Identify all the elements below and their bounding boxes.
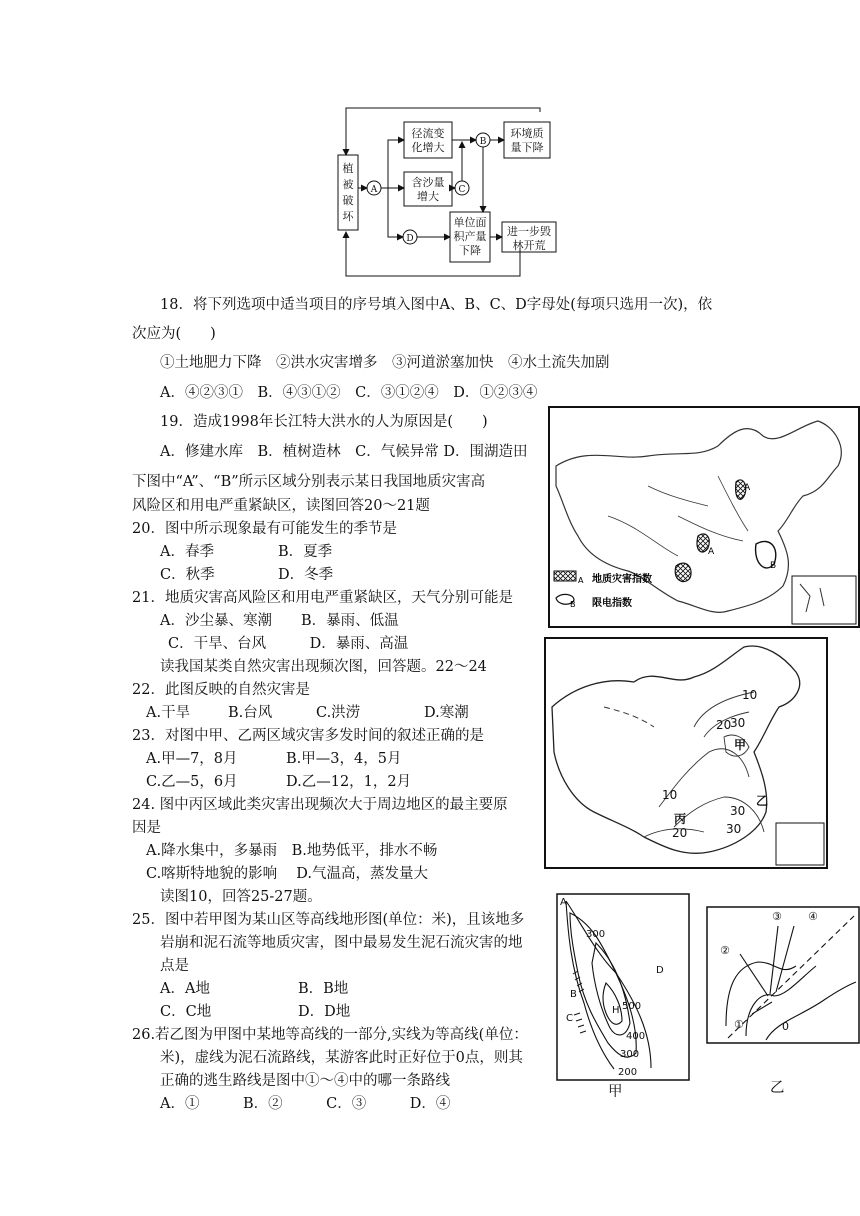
map1-label-b: B	[770, 561, 777, 571]
fc-sediment-1: 含沙量	[411, 176, 445, 189]
contour-label-h: H	[612, 1005, 620, 1016]
q25-option-b: B．B地	[298, 981, 349, 997]
fc-start-2: 被	[342, 178, 354, 191]
fc-d: D	[406, 234, 414, 244]
q21-stem: 21．地质灾害高风险区和用电严重紧缺区，天气分别可能是	[132, 590, 513, 606]
q25-option-d: D．D地	[298, 1004, 351, 1020]
q23-option-d: D.乙—12，1，2月	[286, 774, 412, 790]
q18-stem-1: 18．将下列选项中适当项目的序号填入图中A、B、C、D字母处(每项只选用一次)，依	[160, 297, 713, 313]
fc-env-1: 环境质	[510, 127, 544, 140]
q22-stem: 22．此图反映的自然灾害是	[132, 682, 310, 698]
map2-label-20b: 20	[672, 826, 688, 840]
contour-label-200: 200	[618, 1067, 638, 1078]
contour-label-c: C	[566, 1013, 573, 1024]
yi-label-2: ②	[720, 944, 730, 957]
q19-options: A．修建水库 B．植树造林 C．气候异常 D．围湖造田	[160, 444, 528, 460]
contour-map-yi	[706, 906, 860, 1044]
map2-label-30b: 30	[730, 804, 746, 818]
china-map-disaster	[548, 406, 860, 628]
map2-label-10a: 10	[742, 688, 758, 702]
contour-label-d: D	[656, 965, 664, 976]
map1-label-a2: A	[744, 483, 751, 493]
fc-runoff-2: 化增大	[411, 141, 445, 154]
q23-stem: 23．对图中甲、乙两区域灾害多发时间的叙述正确的是	[132, 728, 484, 744]
q20-stem: 20．图中所示现象最有可能发生的季节是	[132, 521, 397, 537]
q23-option-a: A.甲—7，8月	[146, 751, 238, 767]
q18-stem-2: 次应为( )	[132, 326, 216, 342]
intro-22: 读我国某类自然灾害出现频次图，回答题。22～24	[160, 659, 487, 675]
fc-further-1: 进一步毁	[507, 225, 551, 238]
contour-label-300b: 300	[620, 1049, 640, 1060]
map2-label-yi: 乙	[756, 794, 769, 808]
q26-stem-1: 26.若乙图为甲图中某地等高线的一部分,实线为等高线(单位：	[132, 1027, 528, 1043]
yi-label-3: ③	[772, 910, 782, 923]
map2-label-bing: 丙	[674, 812, 687, 826]
q24-stem-2: 因是	[132, 820, 161, 836]
q21-options-ab: A．沙尘暴、寒潮 B．暴雨、低温	[160, 613, 399, 629]
q22-option-d: D.寒潮	[424, 705, 469, 721]
fc-yield-2: 积产量	[453, 230, 487, 243]
intro-25: 读图10，回答25-27题。	[160, 889, 322, 905]
fc-env-2: 量下降	[510, 141, 544, 154]
yi-label-4: ④	[808, 910, 818, 923]
contour-label-400: 400	[626, 1031, 646, 1042]
q20-option-b: B．夏季	[278, 544, 333, 560]
contour-label-300: 300	[586, 929, 606, 940]
zone-a-2	[675, 563, 691, 581]
yi-label-0: 0	[782, 1020, 789, 1033]
map2-label-jia: 甲	[734, 738, 747, 752]
intro-20-line-1: 下图中“A”、“B”所示区域分别表示某日我国地质灾害高	[132, 474, 486, 490]
map1-legend-a: A	[578, 576, 584, 585]
q21-options-cd: C．干旱、台风 D．暴雨、高温	[168, 636, 409, 652]
flowchart	[330, 100, 560, 282]
q25-option-c: C．C地	[160, 1004, 212, 1020]
q24-stem-1: 24. 图中丙区域此类灾害出现频次大于周边地区的最主要原	[132, 797, 508, 813]
contour-label-500: 500	[622, 1001, 642, 1012]
q20-option-a: A．春季	[160, 544, 214, 560]
contour-map-jia	[556, 893, 690, 1083]
fc-yield-1: 单位面	[453, 216, 487, 229]
q26-stem-2: 米)，虚线为泥石流路线，某游客此时正好位于0点，则其	[160, 1050, 523, 1066]
q18-items: ①土地肥力下降 ②洪水灾害增多 ③河道淤塞加快 ④水土流失加剧	[160, 355, 610, 371]
map2-label-30c: 30	[726, 822, 742, 836]
fc-runoff-1: 径流变	[411, 127, 445, 140]
q22-option-a: A.干旱	[146, 705, 191, 721]
yi-label-1: ①	[734, 1018, 744, 1031]
q23-option-b: B.甲—3，4，5月	[286, 751, 402, 767]
yi-caption: 乙	[770, 1080, 785, 1096]
fc-start-1: 植	[342, 162, 354, 175]
map2-label-10b: 10	[662, 788, 678, 802]
fc-c: C	[458, 185, 466, 195]
map1-legend-1: 地质灾害指数	[592, 574, 652, 585]
q26-options: A．① B．② C．③ D．④	[160, 1096, 451, 1112]
q25-option-a: A．A地	[160, 981, 210, 997]
fc-start-4: 坏	[342, 210, 354, 223]
contour-caption: 甲	[608, 1084, 623, 1100]
q22-option-c: C.洪涝	[316, 705, 361, 721]
q26-stem-3: 正确的逃生路线是图中①～④中的哪一条路线	[160, 1073, 450, 1089]
q23-option-c: C.乙—5，6月	[146, 774, 238, 790]
fc-a: A	[370, 185, 378, 195]
q25-stem-2: 岩崩和泥石流等地质灾害，图中最易发生泥石流灾害的地	[160, 935, 523, 951]
q20-option-c: C．秋季	[160, 567, 215, 583]
fc-start-3: 破	[342, 194, 354, 207]
q24-options-cd: C.喀斯特地貌的影响 D.气温高，蒸发量大	[146, 866, 429, 882]
map1-legend-2: 限电指数	[592, 598, 632, 609]
map1-label-a: A	[708, 547, 715, 557]
q25-stem-1: 25．图中若甲图为某山区等高线地形图(单位：米)，且该地多	[132, 912, 525, 928]
q24-options-ab: A.降水集中，多暴雨 B.地势低平，排水不畅	[146, 843, 438, 859]
map1-legend-b: B	[570, 600, 576, 609]
q20-option-d: D．冬季	[278, 567, 334, 583]
map2-label-30a: 30	[730, 716, 746, 730]
q25-stem-3: 点是	[160, 958, 189, 974]
fc-sediment-2: 增大	[417, 190, 439, 203]
china-map-frequency	[544, 637, 828, 869]
map2-label-20a: 20	[716, 718, 732, 732]
fc-further-2: 林开荒	[512, 239, 546, 252]
q18-options: A．④②③① B．④③①② C．③①②④ D．①②③④	[160, 385, 538, 401]
q19-stem: 19．造成1998年长江特大洪水的人为原因是( )	[160, 414, 488, 430]
fc-b: B	[479, 137, 487, 147]
q22-option-b: B.台风	[228, 705, 273, 721]
contour-label-b: B	[570, 989, 577, 1000]
contour-label-a: A	[560, 897, 567, 908]
fc-yield-3: 下降	[459, 244, 481, 257]
intro-20-line-2: 风险区和用电严重紧缺区，读图回答20～21题	[132, 498, 430, 514]
